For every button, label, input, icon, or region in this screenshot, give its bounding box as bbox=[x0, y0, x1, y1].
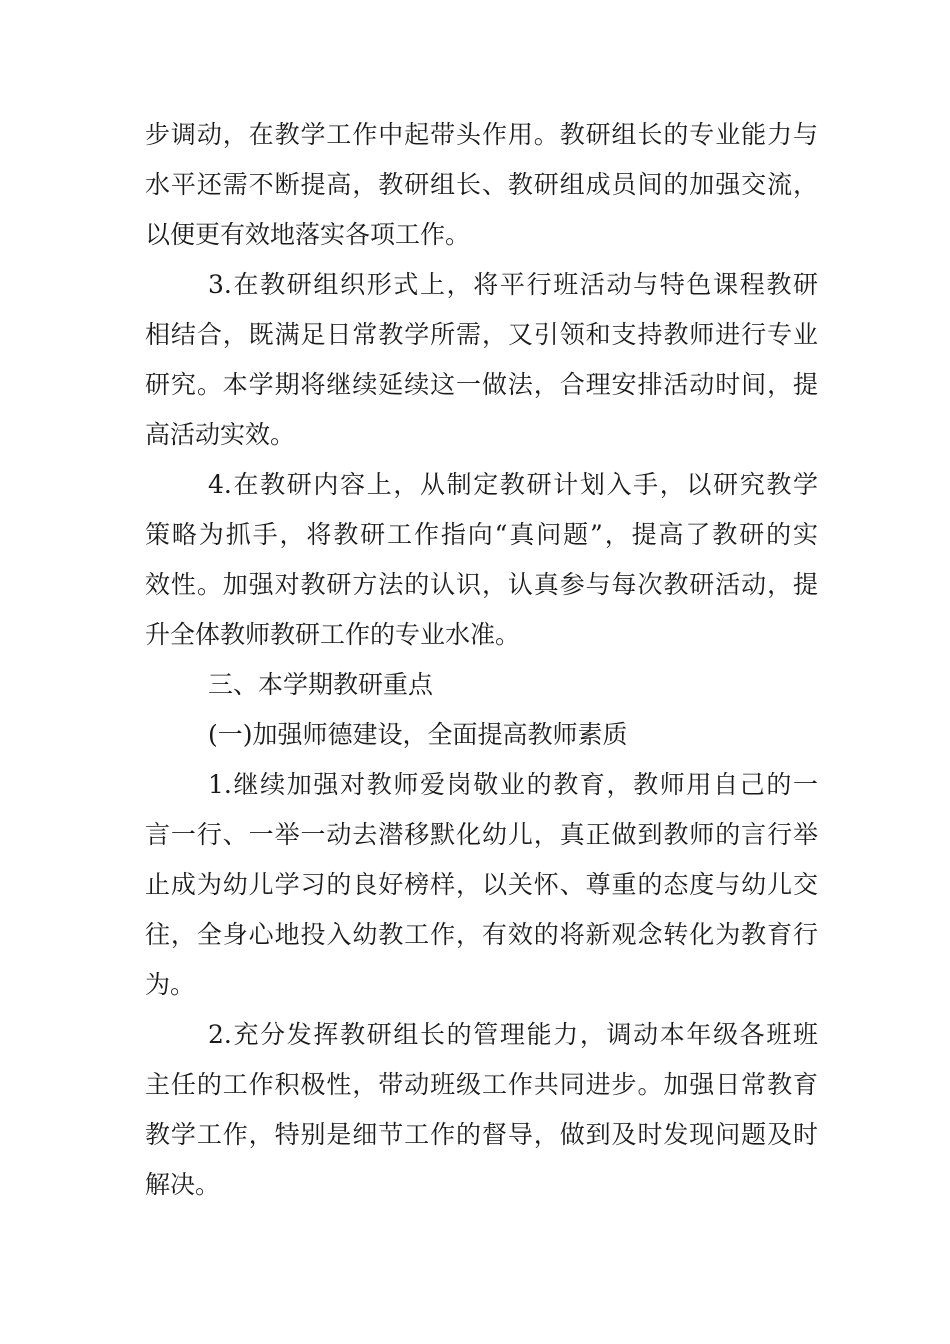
paragraph-line: 2.充分发挥教研组长的管理能力，调动本年级各班班 bbox=[208, 1020, 818, 1049]
paragraph-line: 3.在教研组织形式上，将平行班活动与特色课程教研 bbox=[208, 270, 818, 299]
paragraph-line: 教学工作，特别是细节工作的督导，做到及时发现问题及时 bbox=[145, 1120, 818, 1149]
subsection-heading: (一)加强师德建设，全面提高教师素质 bbox=[208, 720, 628, 749]
paragraph-line: 往，全身心地投入幼教工作，有效的将新观念转化为教育行 bbox=[145, 920, 818, 949]
paragraph-line: 止成为幼儿学习的良好榜样，以关怀、尊重的态度与幼儿交 bbox=[145, 870, 818, 899]
paragraph-line: 解决。 bbox=[145, 1170, 221, 1199]
paragraph-line: 高活动实效。 bbox=[145, 420, 296, 449]
paragraph-line: 升全体教师教研工作的专业水准。 bbox=[145, 620, 521, 649]
paragraph-line: 水平还需不断提高，教研组长、教研组成员间的加强交流， bbox=[145, 170, 818, 199]
paragraph-line: 策略为抓手，将教研工作指向“真问题”，提高了教研的实 bbox=[145, 520, 818, 549]
paragraph-line: 1.继续加强对教师爱岗敬业的教育，教师用自己的一 bbox=[208, 770, 818, 799]
paragraph-line: 主任的工作积极性，带动班级工作共同进步。加强日常教育 bbox=[145, 1070, 818, 1099]
paragraph-line: 效性。加强对教研方法的认识，认真参与每次教研活动，提 bbox=[145, 570, 818, 599]
paragraph-line: 相结合，既满足日常教学所需，又引领和支持教师进行专业 bbox=[145, 320, 818, 349]
paragraph-line: 步调动，在教学工作中起带头作用。教研组长的专业能力与 bbox=[145, 120, 818, 149]
paragraph-line: 4.在教研内容上，从制定教研计划入手，以研究教学 bbox=[208, 470, 818, 499]
paragraph-line: 为。 bbox=[145, 970, 196, 999]
paragraph-line: 言一行、一举一动去潜移默化幼儿，真正做到教师的言行举 bbox=[145, 820, 818, 849]
section-heading: 三、本学期教研重点 bbox=[208, 670, 434, 699]
paragraph-line: 研究。本学期将继续延续这一做法，合理安排活动时间，提 bbox=[145, 370, 818, 399]
paragraph-line: 以便更有效地落实各项工作。 bbox=[145, 220, 471, 249]
